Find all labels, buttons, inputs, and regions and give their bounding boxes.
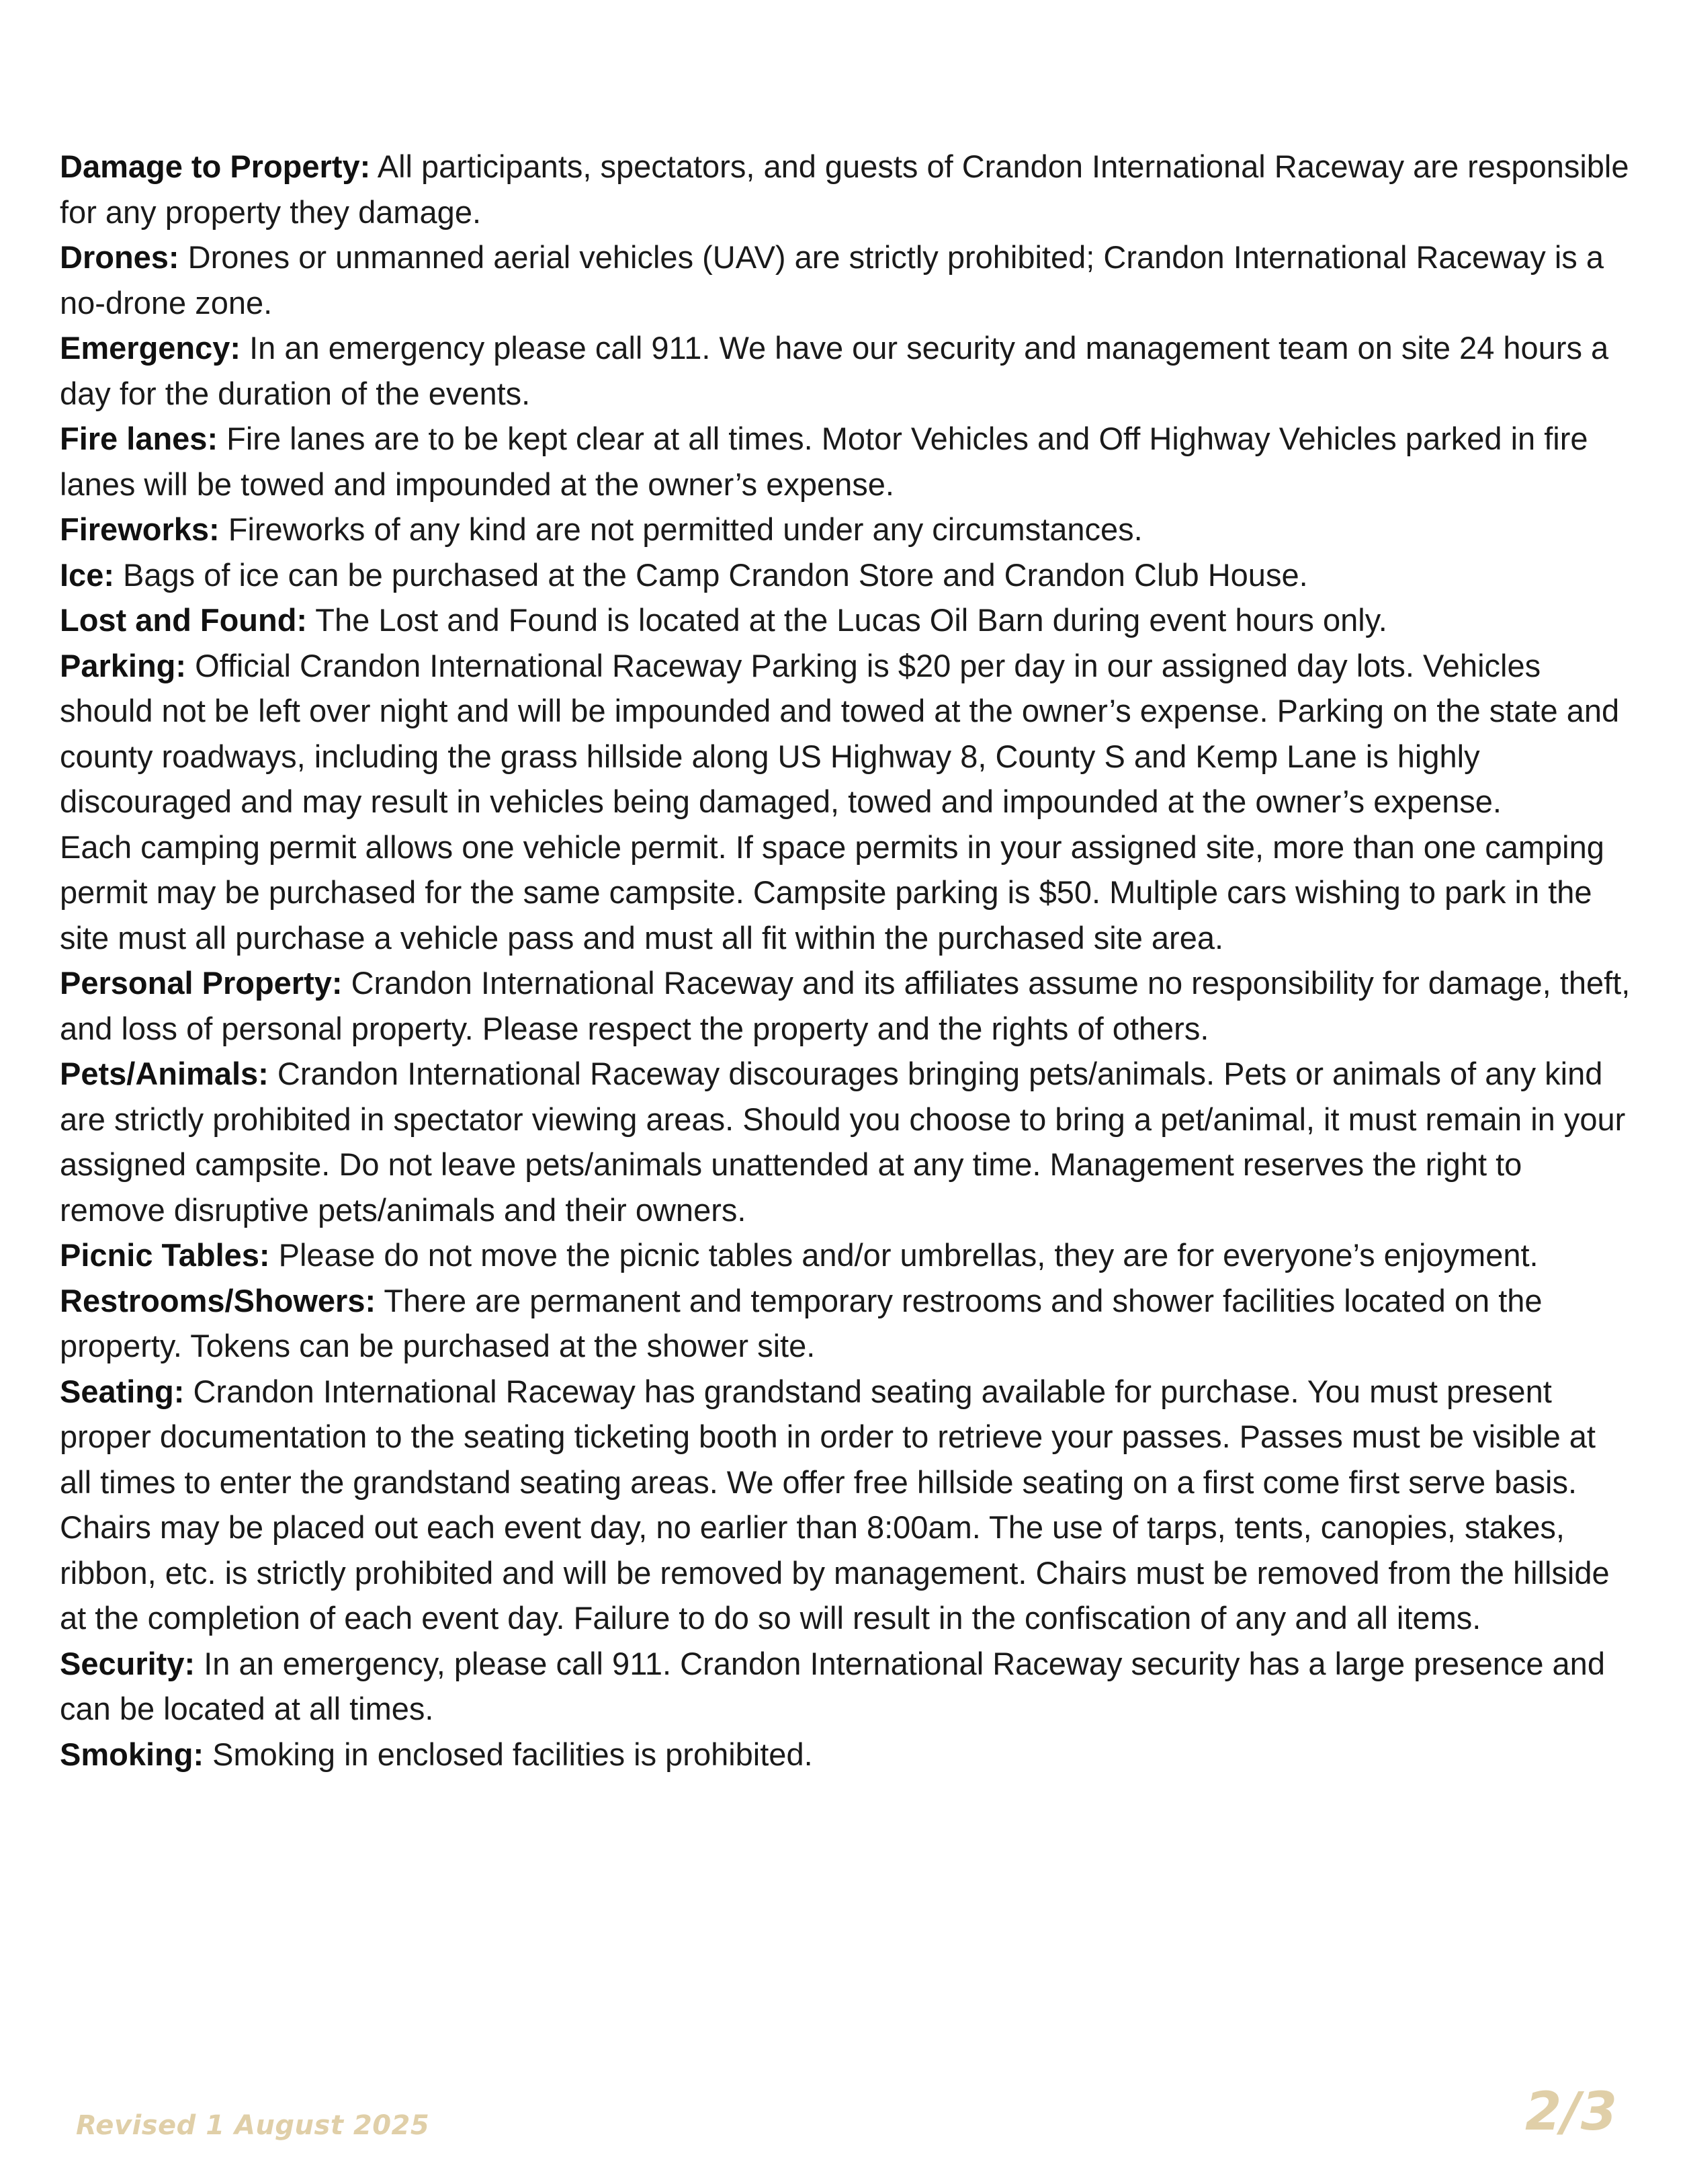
rule-parking <box>60 643 1632 825</box>
rule-pets-animals <box>60 1051 1632 1232</box>
rule-text: In an emergency, please call 911. Crandon International Raceway security has a large presence and can be located at all times. <box>60 1645 1605 1726</box>
rule-term: Fireworks: <box>60 511 220 547</box>
rule-drones <box>60 235 1632 325</box>
rule-camping-permit <box>60 825 1632 961</box>
rule-term: Smoking: <box>60 1736 204 1772</box>
rule-text: Fireworks of any kind are not permitted under any circumstances. <box>219 511 1143 547</box>
rule-personal-property <box>60 960 1632 1051</box>
rule-text: Official Crandon International Raceway Parking is $20 per day in our assigned day lots. Vehicles should not be left over night and will be impounded and towed at the owner’s expense. Parking on the state and county roadways, including the grass hillside along US Highway 8, County S and Kemp Lane is highly discouraged and may result in vehicles being damaged, towed and impounded at the owner’s expense. <box>60 647 1620 819</box>
rule-term: Ice: <box>60 556 114 593</box>
rule-text: Fire lanes are to be kept clear at all times. Motor Vehicles and Off Highway Vehicles parked in fire lanes will be towed and impounded at the owner’s expense. <box>60 421 1588 502</box>
rule-text: Crandon International Raceway and its affiliates assume no responsibility for damage, theft, and loss of personal property. Please respect the property and the rights of others. <box>60 965 1631 1046</box>
rule-text: Smoking in enclosed facilities is prohibited. <box>204 1736 813 1772</box>
rule-term: Seating: <box>60 1373 185 1409</box>
rule-text: Please do not move the picnic tables and/or umbrellas, they are for everyone’s enjoyment. <box>269 1237 1539 1273</box>
rule-text: Each camping permit allows one vehicle permit. If space permits in your assigned site, more than one camping permit may be purchased for the same campsite. Campsite parking is $50. Multiple cars wishing to park in the site must all purchase a vehicle pass and must all fit within the purchased site area. <box>60 829 1604 956</box>
rule-term: Damage to Property: <box>60 149 371 184</box>
rule-term: Personal Property: <box>60 965 343 1001</box>
rule-term: Pets/Animals: <box>60 1056 269 1091</box>
revision-date: Revised 1 August 2025 <box>76 2110 430 2141</box>
rule-term: Security: <box>60 1645 196 1681</box>
page-number: 2/3 <box>1524 2082 1617 2142</box>
rule-term: Picnic Tables: <box>60 1237 270 1273</box>
rule-fire-lanes <box>60 416 1632 507</box>
rule-ice <box>60 552 1632 598</box>
rule-text: Crandon International Raceway discourages bringing pets/animals. Pets or animals of any kind are strictly prohibited in spectator viewing areas. Should you choose to bring a pet/animal, it must remain in your assigned campsite. Do not leave pets/animals unattended at any time. Management reserves the right to remove disruptive pets/animals and their owners. <box>60 1056 1626 1228</box>
rule-term: Lost and Found: <box>60 602 308 638</box>
rules-list <box>60 144 1632 1777</box>
rule-term: Emergency: <box>60 330 241 366</box>
rule-lost-and-found <box>60 597 1632 643</box>
rule-term: Restrooms/Showers: <box>60 1282 376 1318</box>
rule-text: There are permanent and temporary restrooms and shower facilities located on the property. Tokens can be purchased at the shower site. <box>60 1282 1543 1363</box>
rule-text: Crandon International Raceway has grandstand seating available for purchase. You must present proper documentation to the seating ticketing booth in order to retrieve your passes. Passes must be visible at all times to enter the grandstand seating areas. We offer free hillside seating on a first come first serve basis. Chairs may be placed out each event day, no earlier than 8:00am. The use of tarps, tents, canopies, stakes, ribbon, etc. is strictly prohibited and will be removed by management. Chairs must be removed from the hillside at the completion of each event day. Failure to do so will result in the confiscation of any and all items. <box>60 1373 1610 1636</box>
rule-term: Fire lanes: <box>60 421 218 456</box>
rule-term: Parking: <box>60 647 187 683</box>
rule-text: Drones or unmanned aerial vehicles (UAV) are strictly prohibited; Crandon International Raceway is a no-drone zone. <box>60 239 1604 321</box>
rule-text: The Lost and Found is located at the Lucas Oil Barn during event hours only. <box>307 602 1387 638</box>
rule-emergency <box>60 325 1632 416</box>
rule-term: Drones: <box>60 239 179 275</box>
rule-text: All participants, spectators, and guests of Crandon International Raceway are responsible for any property they damage. <box>60 149 1629 230</box>
rule-restrooms-showers <box>60 1278 1632 1369</box>
rule-picnic-tables <box>60 1232 1632 1278</box>
rule-smoking <box>60 1732 1632 1777</box>
rule-text: Bags of ice can be purchased at the Camp Crandon Store and Crandon Club House. <box>114 556 1308 593</box>
rule-seating <box>60 1369 1632 1641</box>
rule-security <box>60 1641 1632 1732</box>
rule-fireworks <box>60 507 1632 552</box>
rule-text: In an emergency please call 911. We have our security and management team on site 24 hours a day for the duration of the events. <box>60 330 1609 411</box>
rule-damage-to-property <box>60 144 1632 235</box>
